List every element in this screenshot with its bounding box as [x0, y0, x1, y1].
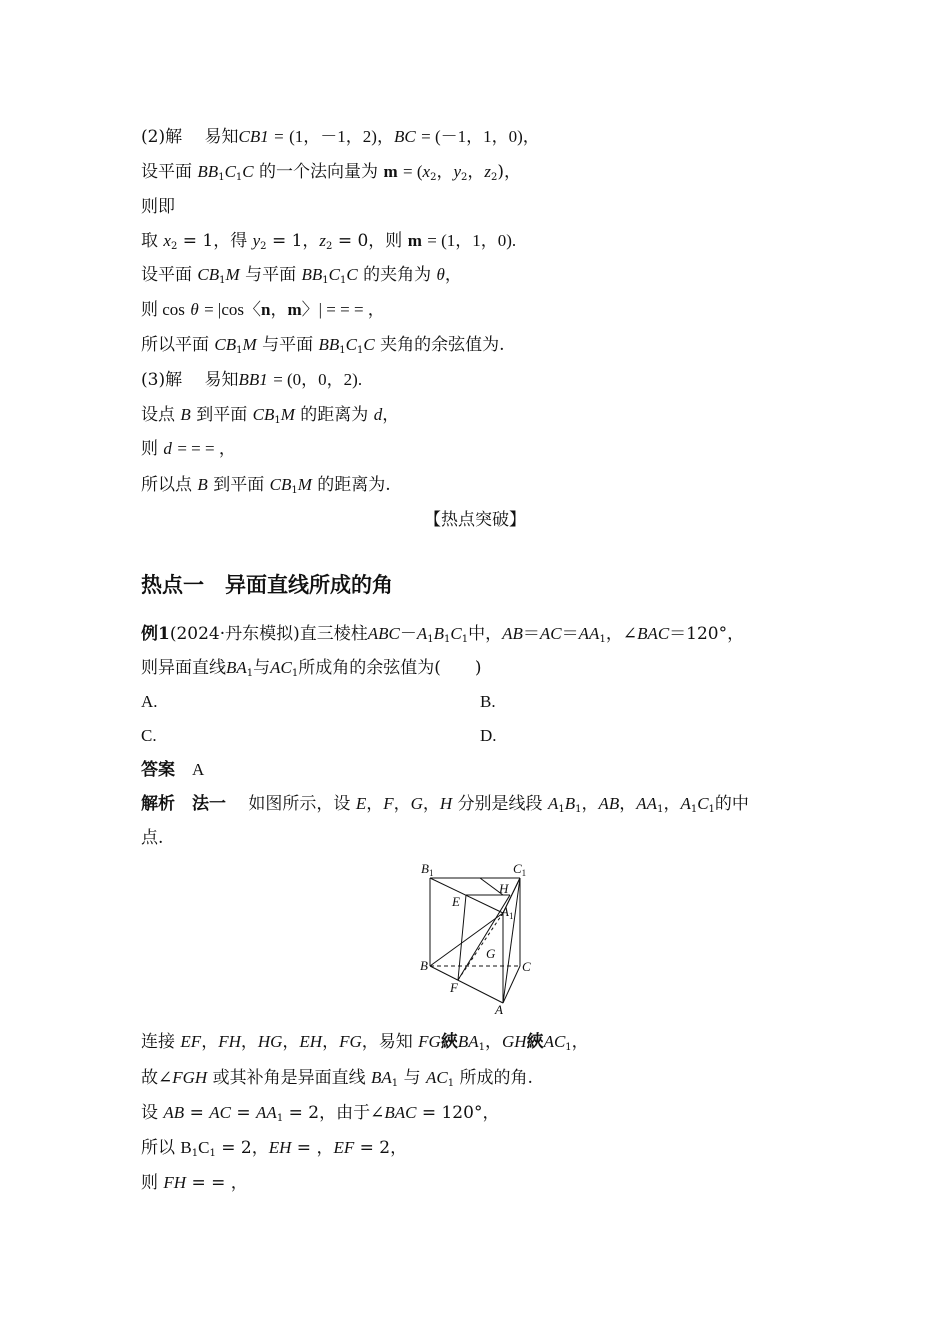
prism-diagram [415, 858, 537, 1018]
p3-line-3: 则 d = = = ， [141, 439, 236, 459]
after-line-1: 连接 EF，FH，HG，EH，FG，易知 FG綊$BA_1$，GH綊$AC_1$， [141, 1032, 589, 1053]
p2-line-4: 取 $x_2 = 1$，得 $y_2 = 1$，$z_2 = 0$，则 m = (1，1，0). [141, 231, 517, 252]
option-b[interactable]: B. [480, 692, 496, 711]
p2-line-1: (2)解 易知CB1 = (1，－1，2)，BC = (－1，1，0)， [141, 127, 540, 147]
after-line-2: 故∠FGH 或其补角是异面直线 $BA_1$ 与 $AC_1$ 所成的角. [141, 1068, 533, 1089]
example-line-2: 则异面直线$BA_1$与$AC_1$所成角的余弦值为( ) [141, 658, 482, 679]
label-A1: $A_1$ [501, 904, 514, 921]
option-a[interactable]: A. [141, 692, 158, 711]
after-line-5: 则 FH = = ， [141, 1173, 248, 1193]
analysis-line-1: 解析 法一 如图所示，设 E，F，G，H 分别是线段 $A_1B_1$，AB，$AA_1$，$A_1C_1$的中 [141, 794, 749, 815]
p2-line-6: 则 cos θ = |cos〈n，m〉| = = = ， [141, 300, 385, 320]
after-line-3: 设 AB = AC = $AA_1 = 2$，由于∠BAC = 120°， [141, 1103, 500, 1124]
part-label: (3)解 [141, 370, 183, 390]
p2-line-2: 设平面 $BB_1C_1C$ 的一个法向量为 $m = (x_2$，$y_2$，$z_2$)， [141, 162, 521, 183]
section-banner: 【热点突破】 [424, 510, 526, 530]
p3-line-4: 所以点 B 到平面 $CB_1M$ 的距离为. [141, 475, 391, 496]
label-C1: $C_1$ [513, 861, 527, 878]
edge-BA [430, 966, 503, 1003]
p2-line-5: 设平面 $CB_1M$ 与平面 $BB_1C_1C$ 的夹角为 θ， [141, 265, 462, 286]
example-label: 例1 [141, 624, 170, 644]
p2-line-3: 则即 [141, 197, 175, 217]
example-line-1: 例1(2024·丹东模拟)直三棱柱$ABC-A_1B_1C_1$中，$AB=AC=AA_1$，∠BAC＝120°， [141, 624, 745, 645]
section-title: 热点一 异面直线所成的角 [141, 572, 393, 597]
p2-line-7: 所以平面 $CB_1M$ 与平面 $BB_1C_1C$ 夹角的余弦值为. [141, 335, 505, 356]
p3-line-2: 设点 B 到平面 $CB_1M$ 的距离为 d， [141, 405, 400, 426]
option-c[interactable]: C. [141, 726, 157, 745]
label-B1: $B_1$ [421, 861, 434, 878]
after-line-4: 所以 $B_1C_1 = 2$，EH = ，EF = 2， [141, 1138, 408, 1159]
analysis-label: 解析 [141, 794, 175, 814]
analysis-line-2: 点. [141, 828, 164, 848]
label-G: G [486, 946, 496, 961]
label-H: H [499, 881, 509, 896]
label-B: B [420, 958, 428, 973]
answer-line [141, 758, 204, 782]
part-label: (2)解 [141, 127, 183, 147]
segment-FG [458, 913, 503, 980]
label-C: C [522, 959, 531, 974]
label-E: E [452, 894, 460, 909]
label-A: A [495, 1002, 503, 1017]
answer-label: 答案 [141, 760, 175, 780]
p3-line-1: (3)解 易知BB1 = (0，0，2). [141, 370, 363, 390]
option-d[interactable]: D. [480, 726, 497, 745]
method-label: 法一 [192, 794, 226, 814]
prism-figure [415, 858, 537, 1018]
label-F: F [450, 980, 458, 995]
answer-value: A [192, 760, 205, 779]
